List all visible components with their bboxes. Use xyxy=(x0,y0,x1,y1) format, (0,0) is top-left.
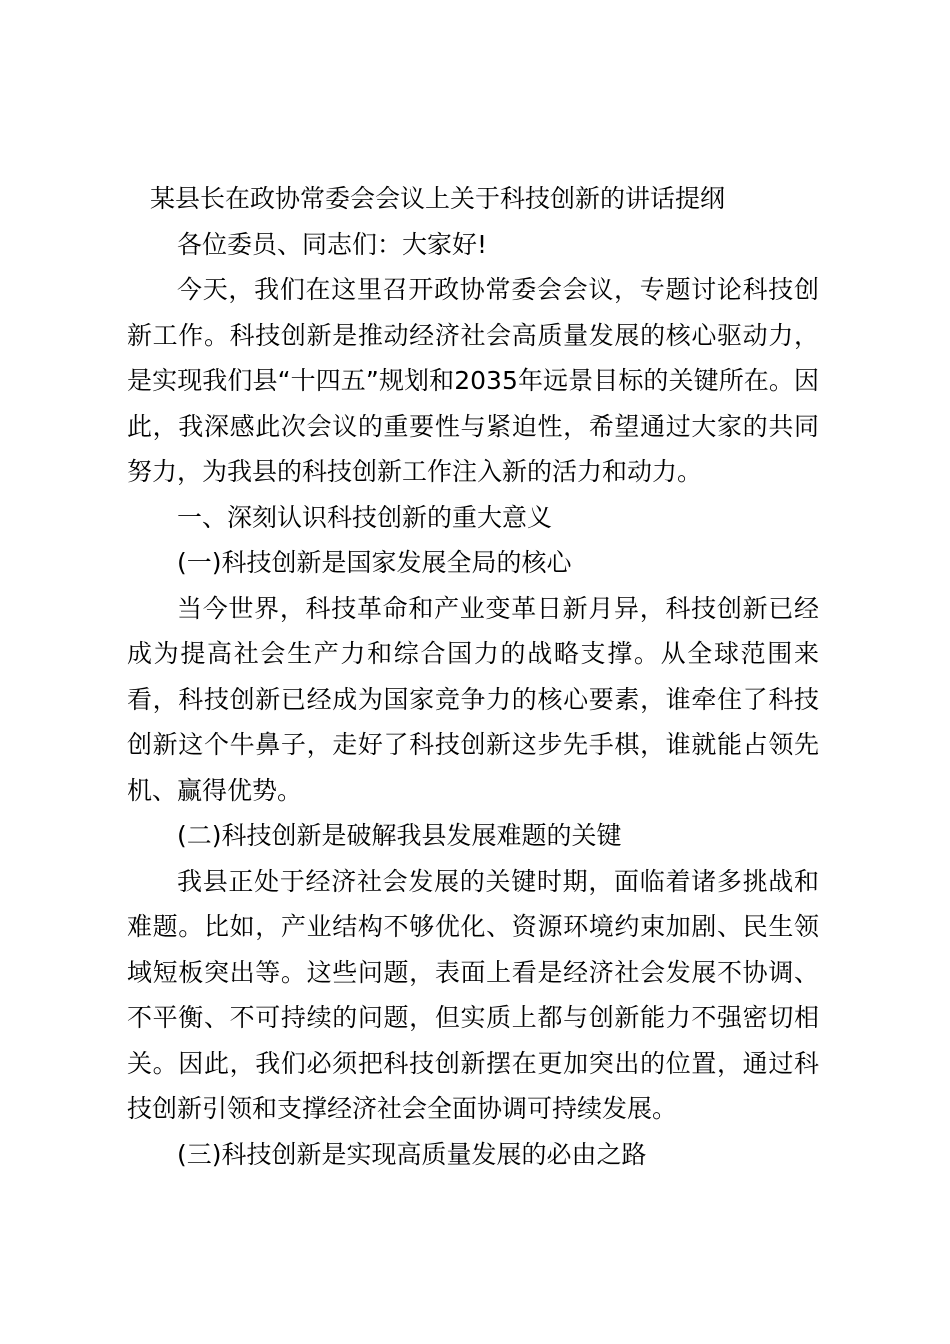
subsection-paragraph-1: 当今世界，科技革命和产业变革日新月异，科技创新已经成为提高社会生产力和综合国力的战略支撑。从全球范围来看，科技创新已经成为国家竞争力的核心要素，谁牵住了科技创新这个牛鼻子，走好了科技创新这步先手棋，谁就能占领先机、赢得优势。 xyxy=(127,593,819,805)
subsection-paragraph-2: 我县正处于经济社会发展的关键时期，面临着诸多挑战和难题。比如，产业结构不够优化、资源环境约束加剧、民生领域短板突出等。这些问题，表面上看是经济社会发展不协调、不平衡、不可持续的问题，但实质上都与创新能力不强密切相关。因此，我们必须把科技创新摆在更加突出的位置，通过科技创新引领和支撑经济社会全面协调可持续发展。 xyxy=(127,866,819,1123)
greeting: 各位委员、同志们：大家好! xyxy=(177,229,488,259)
section-heading-1: 一、深刻认识科技创新的重大意义 xyxy=(177,502,553,532)
document-body xyxy=(127,176,819,1177)
document-title: 某县长在政协常委会会议上关于科技创新的讲话提纲 xyxy=(150,184,726,213)
subsection-heading-3: (三)科技创新是实现高质量发展的必由之路 xyxy=(177,1139,647,1169)
subsection-heading-1: (一)科技创新是国家发展全局的核心 xyxy=(177,548,572,577)
subsection-heading-2: (二)科技创新是破解我县发展难题的关键 xyxy=(177,821,622,850)
intro-paragraph: 今天，我们在这里召开政协常委会会议，专题讨论科技创新工作。科技创新是推动经济社会高质量发展的核心驱动力，是实现我们县“十四五”规划和2035年远景目标的关键所在。因此，我深感此次会议的重要性与紧迫性，希望通过大家的共同努力，为我县的科技创新工作注入新的活力和动力。 xyxy=(127,275,819,486)
